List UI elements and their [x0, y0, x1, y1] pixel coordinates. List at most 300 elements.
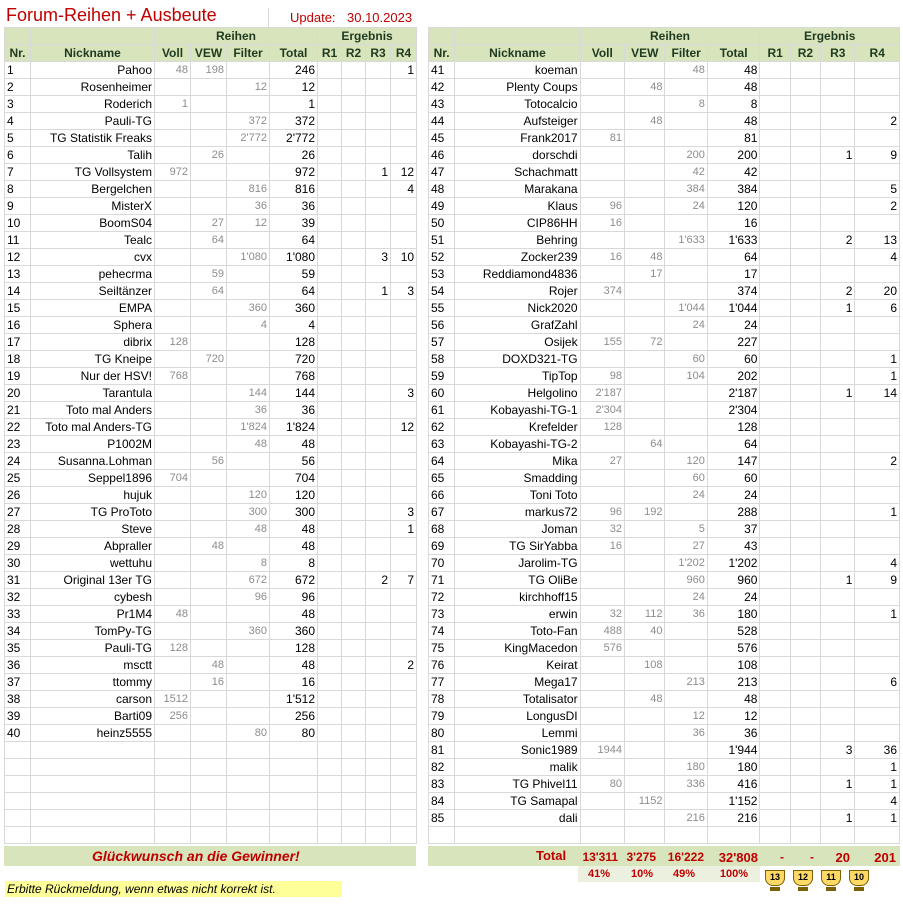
- row-r4: 1: [855, 606, 900, 623]
- row-r3: [366, 810, 391, 827]
- header-total: Total: [270, 45, 318, 62]
- row-vew: [625, 198, 665, 215]
- table-row: [429, 215, 900, 232]
- row-r2: [790, 249, 820, 266]
- row-total: 48: [270, 606, 318, 623]
- row-r1: [318, 368, 342, 385]
- row-vew: [625, 555, 665, 572]
- row-voll: [155, 674, 191, 691]
- row-nickname: Totocalcio: [455, 96, 580, 113]
- row-vew: [191, 334, 227, 351]
- row-total: 1'202: [707, 555, 760, 572]
- row-r3: 1: [821, 300, 855, 317]
- table-row: [429, 470, 900, 487]
- row-r2: [790, 300, 820, 317]
- row-nickname: TG SirYabba: [455, 538, 580, 555]
- row-r2: [790, 385, 820, 402]
- row-r3: [821, 827, 855, 844]
- row-nickname: msctt: [31, 657, 155, 674]
- row-number: 73: [429, 606, 455, 623]
- row-nickname: Osijek: [455, 334, 580, 351]
- row-vew: 108: [625, 657, 665, 674]
- row-filter: 48: [227, 521, 270, 538]
- row-total: 36: [707, 725, 760, 742]
- row-vew: [191, 691, 227, 708]
- row-voll: 374: [580, 283, 624, 300]
- row-r4: [391, 300, 417, 317]
- feedback-note: Erbitte Rückmeldung, wenn etwas nicht korrekt ist.: [5, 881, 342, 897]
- row-voll: [580, 810, 624, 827]
- row-filter: [665, 691, 707, 708]
- row-number: 7: [5, 164, 31, 181]
- row-number: 24: [5, 453, 31, 470]
- row-number: 10: [5, 215, 31, 232]
- row-filter: 200: [665, 147, 707, 164]
- table-row: [5, 96, 417, 113]
- row-vew: [191, 249, 227, 266]
- trophy-icon: [762, 870, 788, 900]
- row-total: [270, 759, 318, 776]
- row-r1: [318, 521, 342, 538]
- row-total: 24: [707, 487, 760, 504]
- row-r1: [318, 96, 342, 113]
- table-row: [429, 538, 900, 555]
- row-total: 256: [270, 708, 318, 725]
- row-r3: [366, 521, 391, 538]
- row-vew: [625, 810, 665, 827]
- row-r2: [790, 283, 820, 300]
- row-total: 213: [707, 674, 760, 691]
- row-r1: [760, 96, 790, 113]
- row-r3: [366, 96, 391, 113]
- row-r4: [391, 402, 417, 419]
- row-voll: [155, 793, 191, 810]
- row-filter: [227, 708, 270, 725]
- row-filter: [227, 453, 270, 470]
- row-vew: [625, 368, 665, 385]
- row-filter: [665, 436, 707, 453]
- row-filter: 36: [665, 606, 707, 623]
- row-r3: [821, 368, 855, 385]
- header-voll: Voll: [580, 45, 624, 62]
- pct-vew: 10%: [630, 868, 654, 880]
- row-r3: [366, 436, 391, 453]
- row-number: [5, 827, 31, 844]
- row-total: 12: [270, 79, 318, 96]
- row-total: 1: [270, 96, 318, 113]
- row-vew: [191, 470, 227, 487]
- table-row: [5, 572, 417, 589]
- row-filter: [227, 759, 270, 776]
- row-vew: [625, 147, 665, 164]
- row-vew: [625, 725, 665, 742]
- row-filter: 1'633: [665, 232, 707, 249]
- row-nickname: [31, 759, 155, 776]
- row-vew: 56: [191, 453, 227, 470]
- row-voll: [155, 504, 191, 521]
- row-r2: [790, 181, 820, 198]
- table-row: [429, 232, 900, 249]
- row-r2: [342, 589, 366, 606]
- row-r3: [821, 198, 855, 215]
- row-total: 48: [270, 436, 318, 453]
- row-total: 227: [707, 334, 760, 351]
- row-number: 4: [5, 113, 31, 130]
- table-row: [5, 249, 417, 266]
- row-number: 44: [429, 113, 455, 130]
- row-total: 147: [707, 453, 760, 470]
- row-r4: [391, 232, 417, 249]
- row-r3: [821, 215, 855, 232]
- row-vew: [191, 198, 227, 215]
- row-r4: 1: [855, 759, 900, 776]
- row-r4: [391, 266, 417, 283]
- row-r2: [342, 453, 366, 470]
- row-total: 374: [707, 283, 760, 300]
- row-r4: [391, 351, 417, 368]
- header-voll: Voll: [155, 45, 191, 62]
- row-filter: 8: [227, 555, 270, 572]
- row-total: 972: [270, 164, 318, 181]
- table-row: [429, 436, 900, 453]
- row-r2: [342, 606, 366, 623]
- row-r4: [391, 827, 417, 844]
- row-number: 57: [429, 334, 455, 351]
- row-nickname: Pr1M4: [31, 606, 155, 623]
- row-voll: [580, 317, 624, 334]
- row-voll: 96: [580, 198, 624, 215]
- row-vew: [191, 79, 227, 96]
- row-number: 29: [5, 538, 31, 555]
- row-number: 21: [5, 402, 31, 419]
- row-total: 120: [270, 487, 318, 504]
- row-r4: [855, 640, 900, 657]
- row-voll: [580, 79, 624, 96]
- row-number: 82: [429, 759, 455, 776]
- row-nickname: [31, 827, 155, 844]
- row-total: 24: [707, 589, 760, 606]
- row-r2: [342, 215, 366, 232]
- row-filter: [227, 793, 270, 810]
- row-total: 246: [270, 62, 318, 79]
- row-vew: 48: [625, 691, 665, 708]
- row-filter: 36: [665, 725, 707, 742]
- header-ergebnis: Ergebnis: [760, 28, 900, 45]
- row-r4: [855, 96, 900, 113]
- row-voll: [580, 232, 624, 249]
- row-number: 8: [5, 181, 31, 198]
- header-r3: R3: [821, 45, 855, 62]
- row-total: 48: [707, 113, 760, 130]
- row-r4: [391, 538, 417, 555]
- row-total: 1'633: [707, 232, 760, 249]
- total-vew: 3'275: [626, 850, 656, 864]
- header-blank: [5, 28, 31, 45]
- row-filter: [227, 742, 270, 759]
- row-number: 70: [429, 555, 455, 572]
- row-r1: [760, 402, 790, 419]
- row-voll: [155, 538, 191, 555]
- row-voll: 81: [580, 130, 624, 147]
- row-vew: 64: [625, 436, 665, 453]
- row-r1: [318, 487, 342, 504]
- row-voll: 256: [155, 708, 191, 725]
- row-total: 1'824: [270, 419, 318, 436]
- row-r4: 9: [855, 572, 900, 589]
- row-vew: [625, 708, 665, 725]
- row-total: 960: [707, 572, 760, 589]
- row-total: 180: [707, 606, 760, 623]
- row-total: 48: [270, 657, 318, 674]
- right-table: [428, 27, 900, 844]
- row-voll: [155, 215, 191, 232]
- header-nr: Nr.: [429, 45, 455, 62]
- pct-filter: 49%: [672, 868, 696, 880]
- row-voll: [155, 181, 191, 198]
- row-vew: [625, 827, 665, 844]
- row-r1: [760, 317, 790, 334]
- row-total: [270, 793, 318, 810]
- header-reihen: Reihen: [155, 28, 318, 45]
- row-vew: [191, 521, 227, 538]
- row-r3: [821, 555, 855, 572]
- row-number: 71: [429, 572, 455, 589]
- row-total: 202: [707, 368, 760, 385]
- row-r2: [790, 708, 820, 725]
- row-r3: [821, 640, 855, 657]
- row-r2: [342, 623, 366, 640]
- row-total: 37: [707, 521, 760, 538]
- trophy-11-label: 11: [821, 870, 841, 886]
- row-r4: [855, 691, 900, 708]
- row-voll: [155, 725, 191, 742]
- row-number: [5, 742, 31, 759]
- row-vew: [625, 62, 665, 79]
- row-total: 720: [270, 351, 318, 368]
- row-vew: [625, 742, 665, 759]
- row-r1: [318, 810, 342, 827]
- trophy-icon: [790, 870, 816, 900]
- row-total: 48: [270, 538, 318, 555]
- row-vew: [625, 181, 665, 198]
- table-row: [5, 691, 417, 708]
- row-filter: 80: [227, 725, 270, 742]
- row-voll: [580, 487, 624, 504]
- row-filter: 360: [227, 623, 270, 640]
- table-row: [429, 674, 900, 691]
- row-r4: 4: [855, 555, 900, 572]
- table-row: [5, 742, 417, 759]
- row-r4: [391, 725, 417, 742]
- row-r4: 4: [855, 249, 900, 266]
- row-r1: [760, 487, 790, 504]
- row-r3: [821, 623, 855, 640]
- row-r1: [318, 164, 342, 181]
- row-nickname: Behring: [455, 232, 580, 249]
- row-voll: 16: [580, 538, 624, 555]
- row-number: 81: [429, 742, 455, 759]
- row-r2: [342, 181, 366, 198]
- row-voll: 1944: [580, 742, 624, 759]
- row-vew: 40: [625, 623, 665, 640]
- row-vew: 64: [191, 283, 227, 300]
- row-filter: 120: [665, 453, 707, 470]
- row-filter: 24: [665, 317, 707, 334]
- row-filter: 336: [665, 776, 707, 793]
- row-nickname: dibrix: [31, 334, 155, 351]
- row-filter: [227, 776, 270, 793]
- congrats-text: Glückwunsch an die Gewinner!: [92, 848, 300, 864]
- trophy-icon: [846, 870, 872, 900]
- table-row: [5, 419, 417, 436]
- row-number: 15: [5, 300, 31, 317]
- update-label: Update:: [290, 10, 336, 25]
- row-r4: 20: [855, 283, 900, 300]
- row-total: 8: [270, 555, 318, 572]
- row-vew: [191, 164, 227, 181]
- row-r1: [318, 147, 342, 164]
- row-total: 12: [707, 708, 760, 725]
- row-total: 128: [270, 640, 318, 657]
- row-vew: [191, 810, 227, 827]
- row-total: [707, 827, 760, 844]
- row-voll: [155, 827, 191, 844]
- row-r2: [342, 351, 366, 368]
- row-r3: [366, 130, 391, 147]
- row-vew: [625, 470, 665, 487]
- row-vew: [625, 776, 665, 793]
- row-r2: [342, 113, 366, 130]
- row-r4: 6: [855, 674, 900, 691]
- table-row: [429, 130, 900, 147]
- row-r1: [760, 776, 790, 793]
- row-r3: [366, 470, 391, 487]
- row-r3: [821, 725, 855, 742]
- row-r2: [342, 385, 366, 402]
- row-r1: [760, 249, 790, 266]
- row-vew: [191, 487, 227, 504]
- row-filter: 1'080: [227, 249, 270, 266]
- row-r1: [318, 334, 342, 351]
- row-filter: 1'044: [665, 300, 707, 317]
- row-r2: [342, 79, 366, 96]
- row-nickname: Steve: [31, 521, 155, 538]
- row-r4: [391, 589, 417, 606]
- table-row: [5, 776, 417, 793]
- row-total: 60: [707, 351, 760, 368]
- row-filter: 1'202: [665, 555, 707, 572]
- row-nickname: Krefelder: [455, 419, 580, 436]
- row-r4: [391, 555, 417, 572]
- row-r2: [342, 266, 366, 283]
- row-voll: [580, 759, 624, 776]
- row-voll: 16: [580, 249, 624, 266]
- row-r3: [821, 521, 855, 538]
- row-r3: [366, 453, 391, 470]
- row-total: 96: [270, 589, 318, 606]
- table-row: [5, 674, 417, 691]
- trophy-icon: [818, 870, 844, 900]
- row-voll: [580, 351, 624, 368]
- row-vew: 72: [625, 334, 665, 351]
- row-r4: [391, 368, 417, 385]
- row-r1: [318, 351, 342, 368]
- row-r4: 1: [391, 62, 417, 79]
- row-r3: [821, 657, 855, 674]
- row-filter: [665, 827, 707, 844]
- table-row: [429, 164, 900, 181]
- row-r4: [855, 215, 900, 232]
- header-vew: VEW: [191, 45, 227, 62]
- row-total: 108: [707, 657, 760, 674]
- row-filter: [227, 640, 270, 657]
- row-total: 4: [270, 317, 318, 334]
- row-filter: [227, 164, 270, 181]
- row-number: 84: [429, 793, 455, 810]
- row-r3: 2: [821, 232, 855, 249]
- row-r4: [391, 708, 417, 725]
- row-total: 36: [270, 402, 318, 419]
- row-r2: [790, 368, 820, 385]
- row-filter: 960: [665, 572, 707, 589]
- row-total: 1'512: [270, 691, 318, 708]
- row-voll: [155, 300, 191, 317]
- pct-voll: 41%: [587, 868, 611, 880]
- row-r3: [366, 606, 391, 623]
- row-nickname: Klaus: [455, 198, 580, 215]
- row-number: 42: [429, 79, 455, 96]
- row-total: 216: [707, 810, 760, 827]
- row-nickname: Sonic1989: [455, 742, 580, 759]
- table-row: [429, 759, 900, 776]
- row-voll: [580, 572, 624, 589]
- table-row: [5, 708, 417, 725]
- row-r4: 2: [855, 453, 900, 470]
- row-r1: [318, 113, 342, 130]
- row-vew: [625, 402, 665, 419]
- row-voll: [155, 521, 191, 538]
- row-number: 52: [429, 249, 455, 266]
- row-filter: [665, 402, 707, 419]
- row-nickname: malik: [455, 759, 580, 776]
- row-r1: [760, 436, 790, 453]
- row-r4: 12: [391, 164, 417, 181]
- row-nickname: Sphera: [31, 317, 155, 334]
- row-r1: [318, 555, 342, 572]
- row-r4: 6: [855, 300, 900, 317]
- row-filter: [227, 538, 270, 555]
- row-number: 26: [5, 487, 31, 504]
- row-filter: [227, 368, 270, 385]
- row-vew: 48: [625, 79, 665, 96]
- row-r4: [391, 317, 417, 334]
- row-total: 26: [270, 147, 318, 164]
- row-r4: 1: [855, 368, 900, 385]
- header-total: Total: [707, 45, 760, 62]
- row-nickname: Nur der HSV!: [31, 368, 155, 385]
- row-r3: 1: [821, 776, 855, 793]
- row-voll: [155, 317, 191, 334]
- row-r1: [318, 623, 342, 640]
- row-filter: 104: [665, 368, 707, 385]
- row-nickname: [31, 742, 155, 759]
- row-number: 16: [5, 317, 31, 334]
- row-total: 80: [270, 725, 318, 742]
- row-r3: [366, 725, 391, 742]
- row-vew: [625, 351, 665, 368]
- row-filter: 24: [665, 198, 707, 215]
- row-voll: [155, 249, 191, 266]
